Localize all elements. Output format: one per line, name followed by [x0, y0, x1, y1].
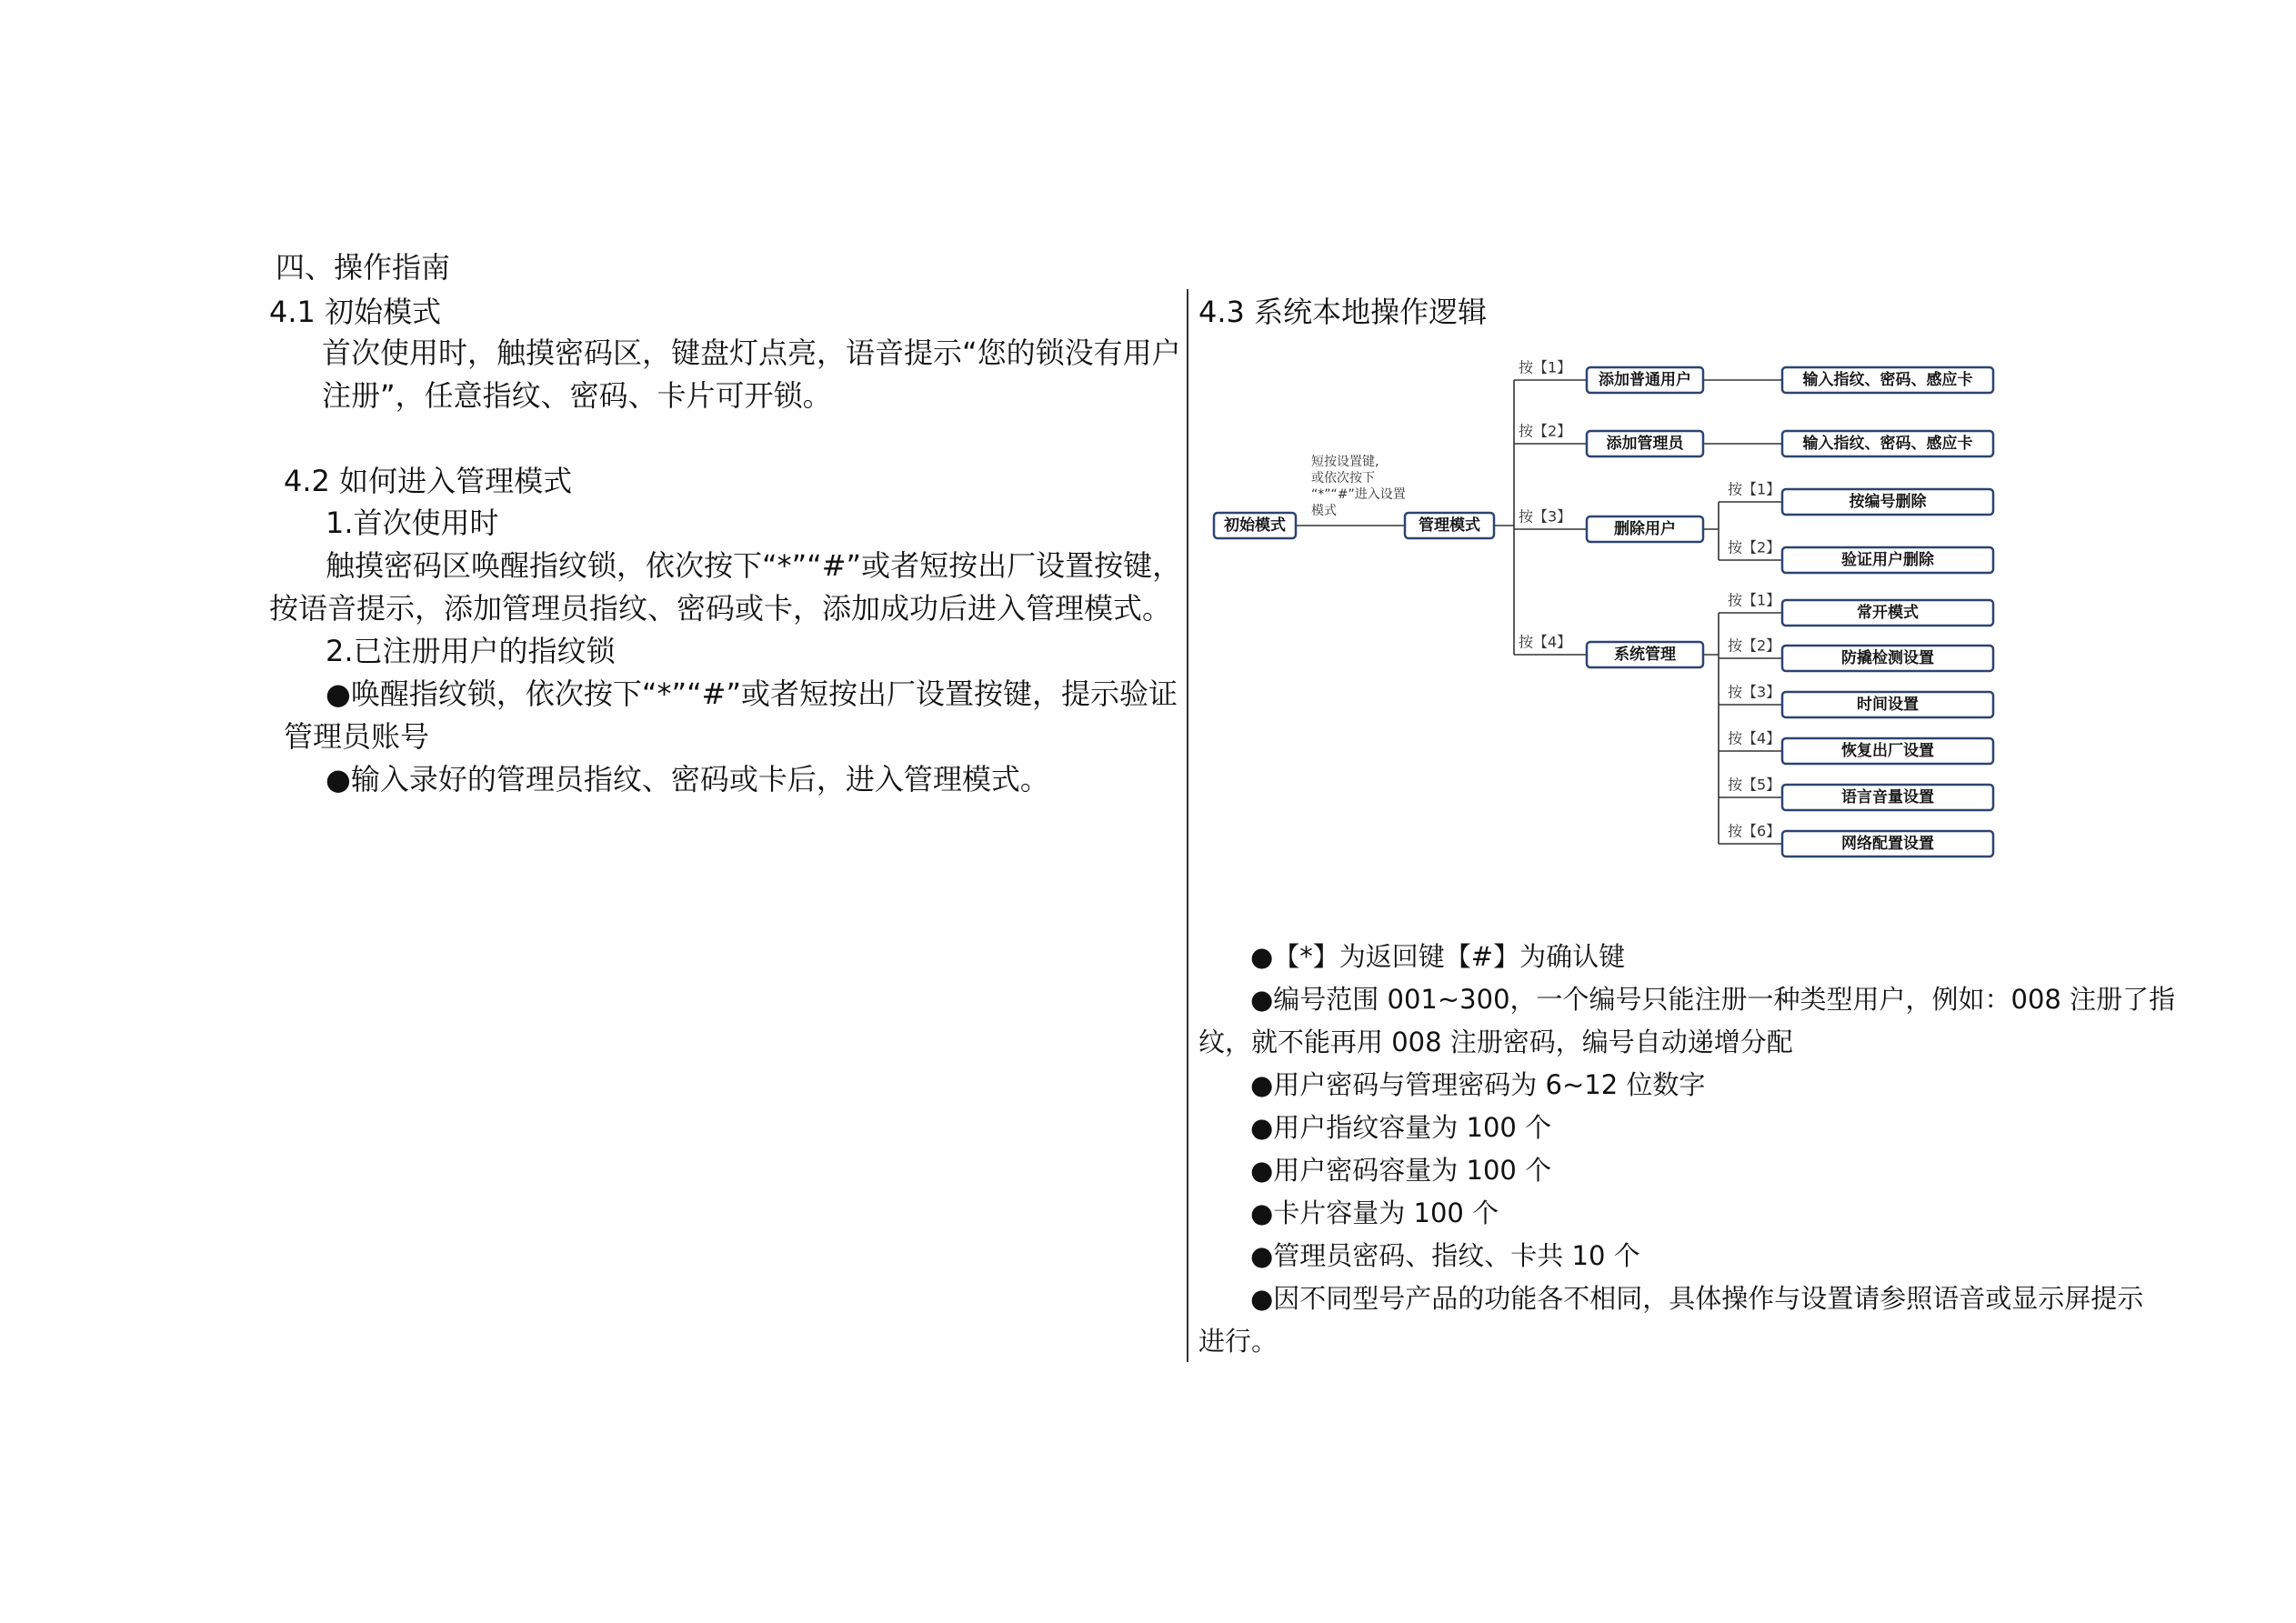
paragraph-first-use-line-1: 触摸密码区唤醒指纹锁，依次按下“*”“#”或者短按出厂设置按键，	[326, 548, 1182, 583]
note-keys: ●【*】为返回键【#】为确认键	[1250, 941, 1626, 972]
node-delete-user-label: 删除用户	[1614, 520, 1676, 538]
note-password-length: ●用户密码与管理密码为 6~12 位数字	[1250, 1069, 1706, 1100]
entry-note-line-2: 或依次按下	[1311, 471, 1375, 486]
note-model-difference-line-2: 进行。	[1198, 1326, 1278, 1357]
node-admin-mode-label: 管理模式	[1419, 516, 1480, 535]
entry-note-line-3: “*”“#”进入设置	[1311, 487, 1406, 502]
paragraph-4-1-line-2: 注册”，任意指纹、密码、卡片可开锁。	[322, 378, 832, 413]
flowchart-connectors	[1296, 380, 1782, 844]
subheading-first-use: 1.首次使用时	[326, 506, 499, 540]
leaf-always-open-label: 常开模式	[1857, 604, 1919, 622]
branch-label-1: 按【1】	[1519, 358, 1572, 376]
note-admin-capacity: ●管理员密码、指纹、卡共 10 个	[1250, 1240, 1640, 1271]
node-system-management-label: 系统管理	[1614, 646, 1676, 664]
leaf-language-volume-label: 语言音量设置	[1841, 788, 1934, 806]
leaf-network-config-label: 网络配置设置	[1841, 835, 1934, 853]
note-card-capacity: ●卡片容量为 100 个	[1250, 1197, 1499, 1228]
system-label-3: 按【3】	[1728, 683, 1781, 701]
system-label-1: 按【1】	[1728, 591, 1781, 609]
node-add-user-label: 添加普通用户	[1599, 371, 1691, 389]
bullet-wake-line-1: ●唤醒指纹锁，依次按下“*”“#”或者短按出厂设置按键，提示验证	[326, 676, 1178, 711]
note-number-range-line-1: ●编号范围 001~300，一个编号只能注册一种类型用户，例如：008 注册了指	[1250, 984, 2176, 1015]
leaf-time-setting-label: 时间设置	[1857, 696, 1919, 714]
leaf-input-add-user-label: 输入指纹、密码、感应卡	[1802, 371, 1973, 389]
leaf-verify-delete-label: 验证用户删除	[1841, 551, 1934, 569]
node-initial-mode-label: 初始模式	[1224, 516, 1286, 535]
leaf-delete-by-number-label: 按编号删除	[1849, 493, 1927, 511]
bullet-wake-line-2: 管理员账号	[284, 719, 430, 754]
branch-label-2: 按【2】	[1519, 422, 1572, 440]
branch-label-4: 按【4】	[1519, 633, 1572, 651]
note-model-difference-line-1: ●因不同型号产品的功能各不相同，具体操作与设置请参照语音或显示屏提示	[1250, 1283, 2144, 1314]
leaf-input-add-admin-label: 输入指纹、密码、感应卡	[1802, 435, 1973, 453]
subheading-registered: 2.已注册用户的指纹锁	[326, 634, 616, 668]
leaf-anti-tamper-label: 防撬检测设置	[1841, 649, 1934, 667]
heading-4-1: 4.1 初始模式	[269, 295, 442, 329]
column-divider	[1187, 289, 1188, 1362]
paragraph-first-use-line-2: 按语音提示，添加管理员指纹、密码或卡，添加成功后进入管理模式。	[269, 591, 1172, 626]
heading-4-2: 4.2 如何进入管理模式	[284, 464, 573, 498]
paragraph-4-1-line-1: 首次使用时，触摸密码区，键盘灯点亮，语音提示“您的锁没有用户	[322, 336, 1181, 370]
operation-flowchart	[1200, 346, 2046, 873]
system-label-6: 按【6】	[1728, 822, 1781, 840]
entry-note-line-1: 短按设置键,	[1311, 455, 1379, 469]
leaf-factory-reset-label: 恢复出厂设置	[1841, 742, 1934, 760]
system-label-4: 按【4】	[1728, 729, 1781, 747]
delete-label-2: 按【2】	[1728, 538, 1781, 556]
node-add-admin-label: 添加管理员	[1606, 435, 1684, 453]
entry-note-line-4: 模式	[1311, 504, 1337, 518]
note-fingerprint-capacity: ●用户指纹容量为 100 个	[1250, 1112, 1552, 1143]
note-password-capacity: ●用户密码容量为 100 个	[1250, 1155, 1552, 1186]
note-number-range-line-2: 纹，就不能再用 008 注册密码，编号自动递增分配	[1198, 1027, 1793, 1057]
system-label-5: 按【5】	[1728, 776, 1781, 794]
system-label-2: 按【2】	[1728, 636, 1781, 655]
branch-label-3: 按【3】	[1519, 507, 1572, 526]
delete-label-1: 按【1】	[1728, 480, 1781, 498]
bullet-enter-admin: ●输入录好的管理员指纹、密码或卡后，进入管理模式。	[326, 762, 1049, 796]
section-title: 四、操作指南	[276, 250, 451, 285]
heading-4-3: 4.3 系统本地操作逻辑	[1198, 295, 1488, 329]
